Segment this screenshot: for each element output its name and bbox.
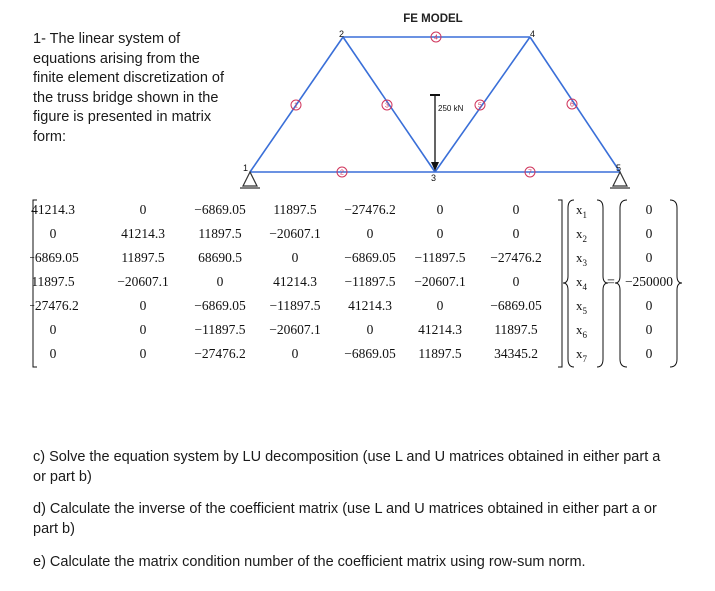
matrix-equation-svg — [30, 196, 710, 371]
matrix-cell: 0 — [139, 298, 147, 313]
element-5-marker — [475, 100, 485, 110]
unknown-variable — [576, 298, 588, 316]
unknown-variable — [576, 322, 588, 340]
node-4-label: 4 — [530, 29, 536, 39]
pin-support — [240, 172, 260, 188]
rhs-value: 0 — [645, 346, 653, 361]
truss-figure — [230, 0, 640, 200]
unknown-variable — [576, 250, 588, 268]
matrix-cell: 0 — [512, 202, 520, 217]
element-markers — [291, 32, 577, 177]
matrix-cell: −6869.05 — [30, 250, 79, 265]
matrix-cell: −20607.1 — [117, 274, 169, 289]
element-4-label: 4 — [434, 34, 438, 42]
matrix-cell: −6869.05 — [194, 202, 246, 217]
matrix-cell: 0 — [512, 226, 520, 241]
unknown-symbol: x — [576, 226, 583, 241]
rhs-value: 0 — [645, 322, 653, 337]
matrix-cell: −6869.05 — [194, 298, 246, 313]
rhs-value: 0 — [645, 298, 653, 313]
matrix-cell: 34345.2 — [494, 346, 538, 361]
matrix-cell: 11897.5 — [273, 202, 317, 217]
unknown-subscript: 1 — [582, 210, 587, 220]
matrix-cell: −27476.2 — [194, 346, 246, 361]
unknown-subscript: 6 — [582, 330, 587, 340]
matrix-cell: −20607.1 — [269, 322, 321, 337]
rhs-value: 0 — [645, 250, 653, 265]
element-5-label: 5 — [478, 102, 482, 110]
element-1-marker — [291, 100, 301, 110]
matrix-cell: 0 — [49, 322, 57, 337]
matrix-cell: 11897.5 — [198, 226, 242, 241]
rhs-cells — [625, 202, 673, 361]
matrix-cell: 0 — [436, 202, 444, 217]
node-2-label: 2 — [339, 29, 345, 39]
node-5-label: 5 — [616, 163, 622, 173]
matrix-cell: 68690.5 — [198, 250, 242, 265]
matrix-cell: 0 — [139, 202, 147, 217]
matrix-cell: −6869.05 — [344, 250, 396, 265]
element-1-label: 1 — [294, 102, 298, 110]
matrix-cell: 0 — [139, 346, 147, 361]
matrix-cell: −27476.2 — [30, 298, 79, 313]
figure-title: FE MODEL — [403, 13, 463, 25]
unknown-variable — [576, 274, 588, 292]
matrix-cell: −27476.2 — [344, 202, 396, 217]
node-3-label: 3 — [431, 173, 437, 183]
matrix-cell: −6869.05 — [490, 298, 542, 313]
problem-intro: 1- The linear system of equations arising from the finite element discretization of the truss bridge shown in the figure is presented in matrix form: — [33, 31, 225, 145]
matrix-cell: 0 — [49, 226, 57, 241]
matrix-cell: 41214.3 — [31, 202, 75, 217]
unknown-subscript: 4 — [582, 282, 587, 292]
matrix-cells — [30, 202, 542, 361]
matrix-cell: −20607.1 — [414, 274, 466, 289]
matrix-cell: −11897.5 — [269, 298, 321, 313]
matrix-cell: −11897.5 — [414, 250, 466, 265]
matrix-cell: 0 — [366, 322, 374, 337]
unknown-variable — [576, 226, 587, 244]
matrix-cell: −20607.1 — [269, 226, 321, 241]
matrix-cell: 0 — [436, 298, 444, 313]
unknown-variable — [576, 346, 588, 364]
matrix-cell: 11897.5 — [494, 322, 538, 337]
matrix-cell: −11897.5 — [344, 274, 396, 289]
element-3-label: 3 — [385, 102, 389, 110]
matrix-cell: 11897.5 — [121, 250, 165, 265]
matrix-cell: 0 — [436, 226, 444, 241]
matrix-equation — [30, 196, 710, 371]
matrix-cell: 41214.3 — [348, 298, 392, 313]
unknown-subscript: 5 — [582, 306, 587, 316]
element-7-label: 7 — [528, 169, 532, 177]
rhs-value: 0 — [645, 226, 653, 241]
unknown-subscript: 7 — [582, 354, 587, 364]
matrix-cell: 0 — [366, 226, 374, 241]
matrix-cell: 0 — [49, 346, 57, 361]
rhs-value: 0 — [645, 202, 653, 217]
question-c: c) Solve the equation system by LU decomposition (use L and U matrices obtained in either part a or part b) — [33, 449, 661, 485]
matrix-cell: 0 — [512, 274, 520, 289]
matrix-cell: 11897.5 — [418, 346, 462, 361]
unknown-symbol: x — [576, 202, 583, 217]
matrix-cell: 0 — [291, 250, 299, 265]
matrix-cell: 41214.3 — [418, 322, 462, 337]
unknown-symbol: x — [576, 322, 583, 337]
matrix-cell: 0 — [216, 274, 224, 289]
unknown-symbol: x — [576, 250, 583, 265]
question-d: d) Calculate the inverse of the coefficient matrix (use L and U matrices obtained in either part a or part b) — [33, 501, 657, 537]
node-1-label: 1 — [243, 163, 249, 173]
matrix-cell: 0 — [139, 322, 147, 337]
element-2-label: 2 — [340, 169, 344, 177]
question-e: e) Calculate the matrix condition number of the coefficient matrix using row-sum norm. — [33, 554, 586, 570]
rhs-value: −250000 — [624, 274, 674, 289]
unknown-symbol: x — [576, 274, 583, 289]
unknown-variable — [576, 202, 587, 220]
roller-support — [610, 172, 630, 188]
unknown-symbol: x — [576, 298, 583, 313]
matrix-cell: 41214.3 — [121, 226, 165, 241]
element-6-label: 6 — [570, 101, 574, 109]
matrix-cell: −27476.2 — [490, 250, 542, 265]
matrix-cell: 11897.5 — [31, 274, 75, 289]
matrix-cell: −11897.5 — [194, 322, 246, 337]
unknown-symbol: x — [576, 346, 583, 361]
unknown-subscript: 3 — [582, 258, 587, 268]
matrix-cell: 0 — [291, 346, 299, 361]
unknown-cells — [576, 202, 588, 364]
load-label: 250 kN — [438, 104, 464, 113]
unknown-subscript: 2 — [582, 234, 587, 244]
matrix-cell: 41214.3 — [273, 274, 317, 289]
equals-sign: = — [607, 275, 615, 290]
matrix-cell: −6869.05 — [344, 346, 396, 361]
